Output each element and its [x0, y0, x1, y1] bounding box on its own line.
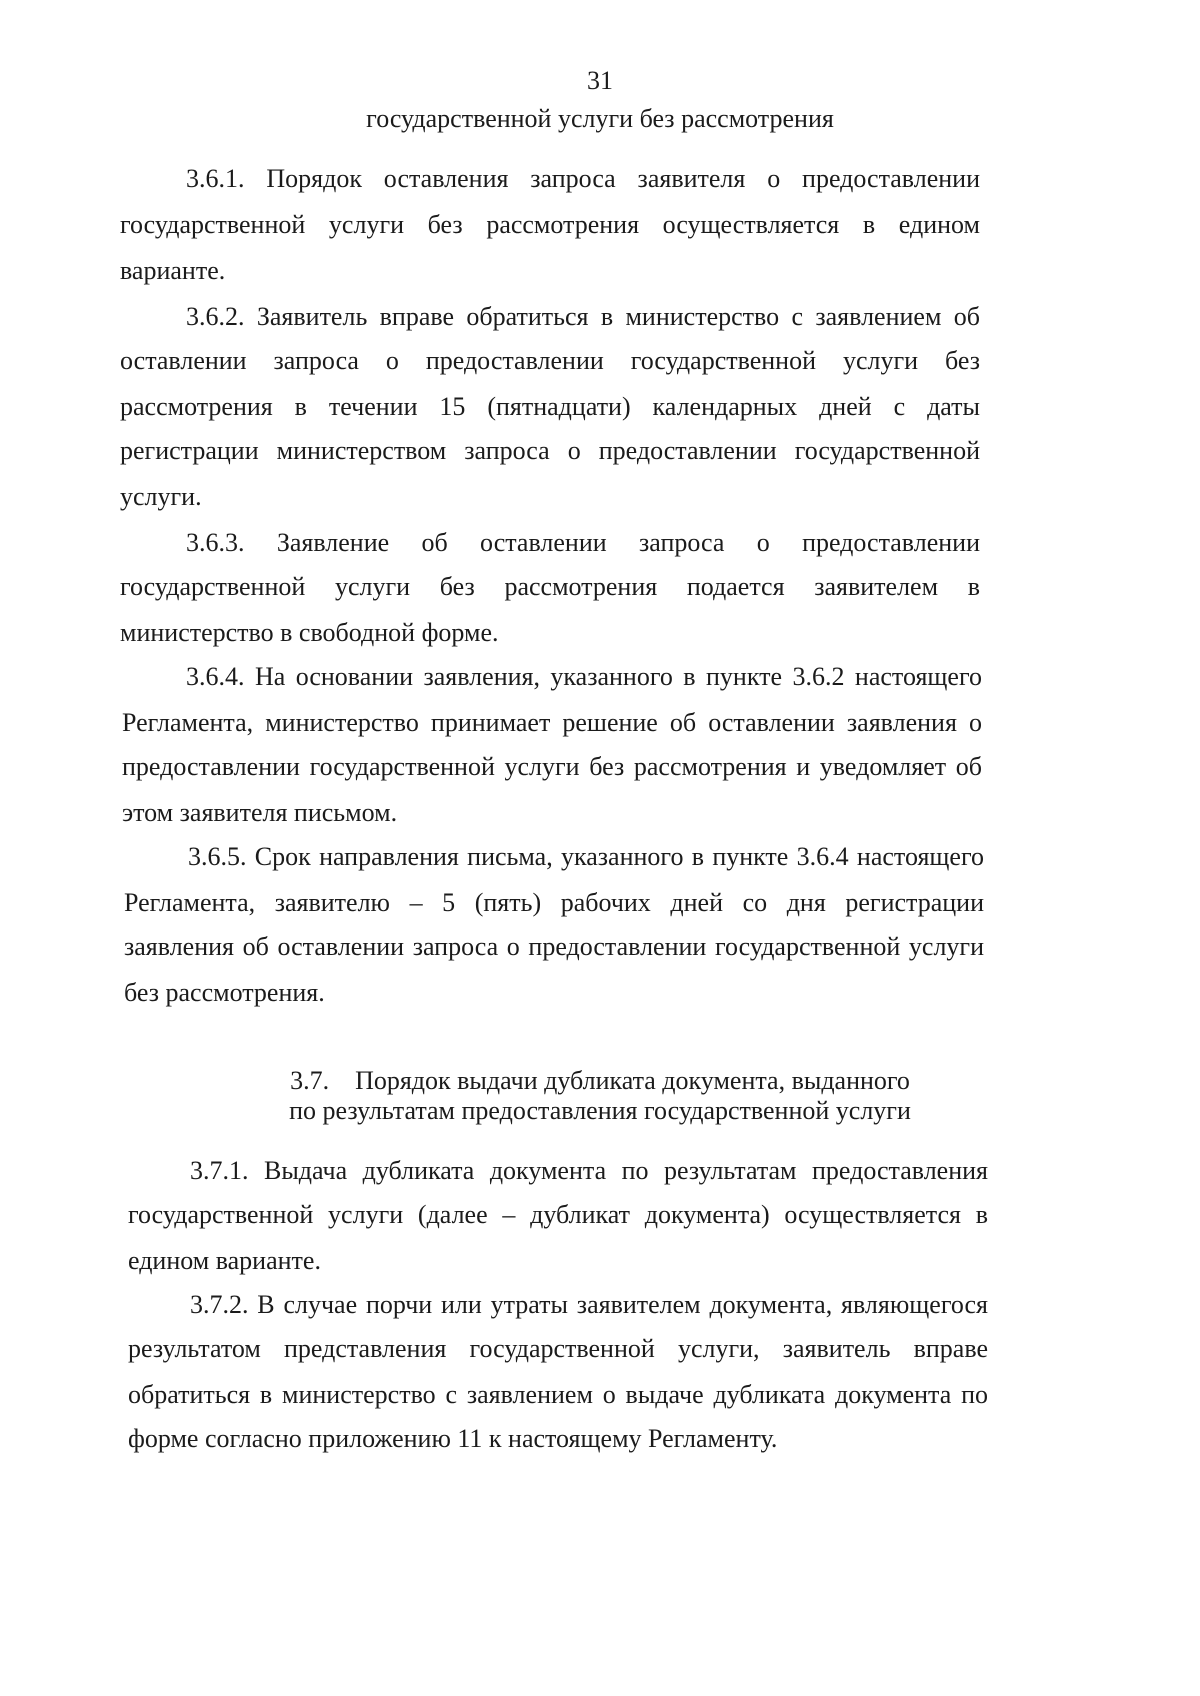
paragraph-3-6-1-line-2: государственной услуги без рассмотрения осуществляется в едином — [120, 210, 980, 239]
paragraph-3-6-4-line-2: Регламента, министерство принимает решение об оставлении заявления о — [122, 708, 982, 737]
paragraph-3-7-2-line-1: 3.7.2. В случае порчи или утраты заявителем документа, являющегося — [190, 1290, 988, 1319]
section-3-7-heading-line-2: по результатам предоставления государственной услуги — [289, 1096, 911, 1125]
paragraph-3-6-5-line-2: Регламента, заявителю – 5 (пять) рабочих дней со дня регистрации — [124, 888, 984, 917]
paragraph-3-6-1-line-3: варианте. — [120, 256, 226, 285]
paragraph-3-6-4-line-4: этом заявителя письмом. — [122, 798, 398, 827]
page-number: 31 — [587, 66, 613, 95]
paragraph-3-6-5-line-4: без рассмотрения. — [124, 978, 325, 1007]
paragraph-3-6-3-line-2: государственной услуги без рассмотрения подается заявителем в — [120, 572, 980, 601]
paragraph-3-6-5-line-3: заявления об оставлении запроса о предоставлении государственной услуги — [124, 932, 984, 961]
paragraph-3-6-2-line-2: оставлении запроса о предоставлении государственной услуги без — [120, 346, 980, 375]
paragraph-3-6-2-line-5: услуги. — [120, 482, 202, 511]
paragraph-3-6-5-line-1: 3.6.5. Срок направления письма, указанного в пункте 3.6.4 настоящего — [188, 842, 984, 871]
paragraph-3-7-2-line-2: результатом представления государственной услуги, заявитель вправе — [128, 1334, 988, 1363]
paragraph-3-7-1-line-3: едином варианте. — [128, 1246, 321, 1275]
section-3-7-number: 3.7. — [290, 1066, 330, 1095]
paragraph-3-7-2-line-3: обратиться в министерство с заявлением о выдаче дубликата документа по — [128, 1380, 988, 1409]
section-3-7-title-part-1: Порядок выдачи дубликата документа, выданного — [355, 1066, 910, 1095]
paragraph-3-7-2-line-4: форме согласно приложению 11 к настоящему Регламенту. — [128, 1424, 778, 1453]
paragraph-3-6-3-line-1: 3.6.3. Заявление об оставлении запроса о предоставлении — [186, 528, 980, 557]
paragraph-3-6-3-line-3: министерство в свободной форме. — [120, 618, 499, 647]
section-3-7-heading-line-1 — [0, 1066, 1200, 1096]
continued-heading: государственной услуги без рассмотрения — [366, 104, 834, 133]
paragraph-3-6-4-line-3: предоставлении государственной услуги без рассмотрения и уведомляет об — [122, 752, 982, 781]
paragraph-3-6-2-line-4: регистрации министерством запроса о предоставлении государственной — [120, 436, 980, 465]
paragraph-3-6-2-line-1: 3.6.2. Заявитель вправе обратиться в министерство с заявлением об — [186, 302, 980, 331]
paragraph-3-6-1-line-1: 3.6.1. Порядок оставления запроса заявителя о предоставлении — [186, 164, 980, 193]
paragraph-3-7-1-line-2: государственной услуги (далее – дубликат документа) осуществляется в — [128, 1200, 988, 1229]
paragraph-3-6-4-line-1: 3.6.4. На основании заявления, указанного в пункте 3.6.2 настоящего — [186, 662, 982, 691]
paragraph-3-7-1-line-1: 3.7.1. Выдача дубликата документа по результатам предоставления — [190, 1156, 988, 1185]
paragraph-3-6-2-line-3: рассмотрения в течении 15 (пятнадцати) календарных дней с даты — [120, 392, 980, 421]
